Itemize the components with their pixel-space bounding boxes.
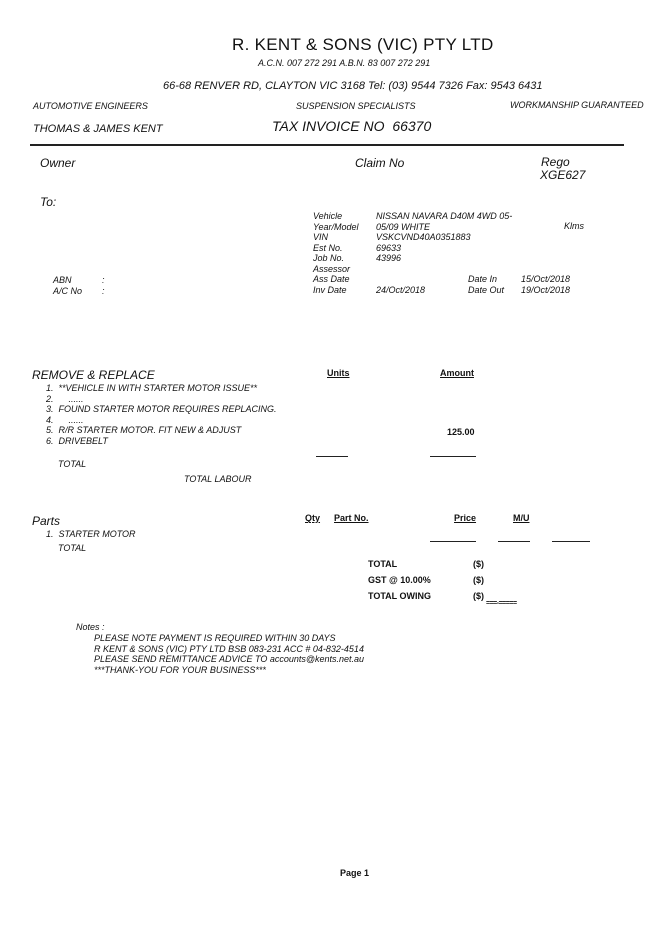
- qty-header: Qty: [305, 513, 321, 523]
- list-item: 2. ......: [46, 393, 84, 404]
- units-header: Units: [327, 368, 350, 378]
- price-header: Price: [454, 513, 477, 523]
- job-no-label: Job No.: [313, 253, 345, 263]
- job-no-value: 43996: [376, 253, 402, 263]
- to-label: To:: [40, 195, 57, 209]
- assessor-label: Assessor: [313, 263, 351, 274]
- ass-date-label: Ass Date: [313, 274, 350, 284]
- list-item: 1. **VEHICLE IN WITH STARTER MOTOR ISSUE**: [46, 383, 258, 393]
- total-currency: ($): [473, 559, 484, 569]
- price-total-line: [430, 541, 476, 542]
- total-labour-label: TOTAL LABOUR: [184, 474, 252, 484]
- ac-no-colon: :: [102, 286, 105, 296]
- list-item: 1. STARTER MOTOR: [46, 529, 136, 539]
- extra-total-line: [552, 541, 590, 542]
- amount-header: Amount: [440, 368, 474, 378]
- gst-currency: ($): [473, 575, 484, 585]
- list-item: 6. DRIVEBELT: [46, 435, 108, 446]
- units-total-line: [316, 456, 348, 457]
- notes-label: Notes :: [76, 622, 105, 632]
- company-address: 66-68 RENVER RD, CLAYTON VIC 3168 Tel: (03) 9544 7326 Fax: 9543 6431: [163, 80, 543, 92]
- mu-total-line: [498, 541, 530, 542]
- amount-total-line: [430, 456, 476, 457]
- vehicle-label: Vehicle: [313, 211, 343, 221]
- claim-label: Claim No: [355, 156, 405, 170]
- year-model-label: Year/Model: [313, 221, 359, 232]
- notes-lines: [94, 633, 364, 675]
- total-owing-underline: ===-=====: [486, 600, 517, 607]
- header-divider: [30, 144, 624, 146]
- rego-label: Rego: [541, 155, 570, 169]
- company-acn-abn: A.C.N. 007 272 291 A.B.N. 83 007 272 291: [258, 58, 431, 68]
- total-owing-label: TOTAL OWING: [368, 591, 431, 601]
- page-number: Page 1: [340, 868, 370, 878]
- vin-value: VSKCVND40A0351883: [376, 232, 471, 242]
- abn-label: ABN: [53, 275, 72, 285]
- rego-value: XGE627: [540, 168, 586, 182]
- proprietors: THOMAS & JAMES KENT: [33, 123, 163, 135]
- vehicle-value: NISSAN NAVARA D40M 4WD 05-: [376, 211, 513, 221]
- owner-label: Owner: [40, 156, 76, 170]
- company-name: R. KENT & SONS (VIC) PTY LTD: [232, 35, 494, 54]
- parts-section-title: Parts: [32, 514, 61, 528]
- vehicle-labels: [313, 211, 359, 295]
- date-in-label: Date In: [468, 274, 498, 284]
- date-out-value: 19/Oct/2018: [521, 285, 571, 295]
- invoice-number: 66370: [392, 118, 432, 134]
- kms-label: Klms: [564, 221, 584, 231]
- list-item: 4. ......: [46, 414, 84, 425]
- inv-date-value: 24/Oct/2018: [376, 284, 426, 295]
- invoice-title-label: TAX INVOICE NO: [272, 118, 385, 134]
- note-line: ***THANK-YOU FOR YOUR BUSINESS***: [94, 664, 266, 675]
- est-no-value: 69633: [376, 242, 402, 253]
- list-item: 5. R/R STARTER MOTOR. FIT NEW & ADJUST: [46, 425, 242, 435]
- ac-no-label: A/C No: [53, 286, 83, 296]
- note-line: R KENT & SONS (VIC) PTY LTD BSB 083-231 ACC # 04-832-4514: [94, 643, 364, 654]
- labour-section-title: REMOVE & REPLACE: [32, 368, 155, 382]
- gst-label: GST @ 10.00%: [368, 575, 431, 585]
- vin-label: VIN: [313, 232, 329, 242]
- tagline-center: SUSPENSION SPECIALISTS: [296, 101, 416, 111]
- part-no-header: Part No.: [334, 513, 369, 523]
- year-model-value: 05/09 WHITE: [376, 221, 431, 232]
- labour-amount-value: 125.00: [447, 427, 475, 437]
- mu-header: M/U: [513, 513, 530, 523]
- tagline-right: WORKMANSHIP GUARANTEED: [510, 100, 644, 110]
- invoice-title: [272, 118, 431, 134]
- total-label: TOTAL: [368, 559, 398, 569]
- note-line: PLEASE SEND REMITTANCE ADVICE TO accounts@kents.net.au: [94, 654, 365, 664]
- date-in-value: 15/Oct/2018: [521, 274, 571, 284]
- date-out-label: Date Out: [468, 285, 505, 295]
- parts-total-label: TOTAL: [58, 543, 87, 553]
- labour-total-label: TOTAL: [58, 459, 87, 469]
- total-owing-currency: ($): [473, 591, 484, 601]
- labour-items: [46, 383, 277, 446]
- abn-colon: :: [102, 275, 105, 285]
- inv-date-label: Inv Date: [313, 284, 347, 295]
- tagline-left: AUTOMOTIVE ENGINEERS: [33, 101, 148, 111]
- list-item: 3. FOUND STARTER MOTOR REQUIRES REPLACING.: [46, 404, 277, 414]
- note-line: PLEASE NOTE PAYMENT IS REQUIRED WITHIN 30 DAYS: [94, 633, 336, 643]
- est-no-label: Est No.: [313, 242, 343, 253]
